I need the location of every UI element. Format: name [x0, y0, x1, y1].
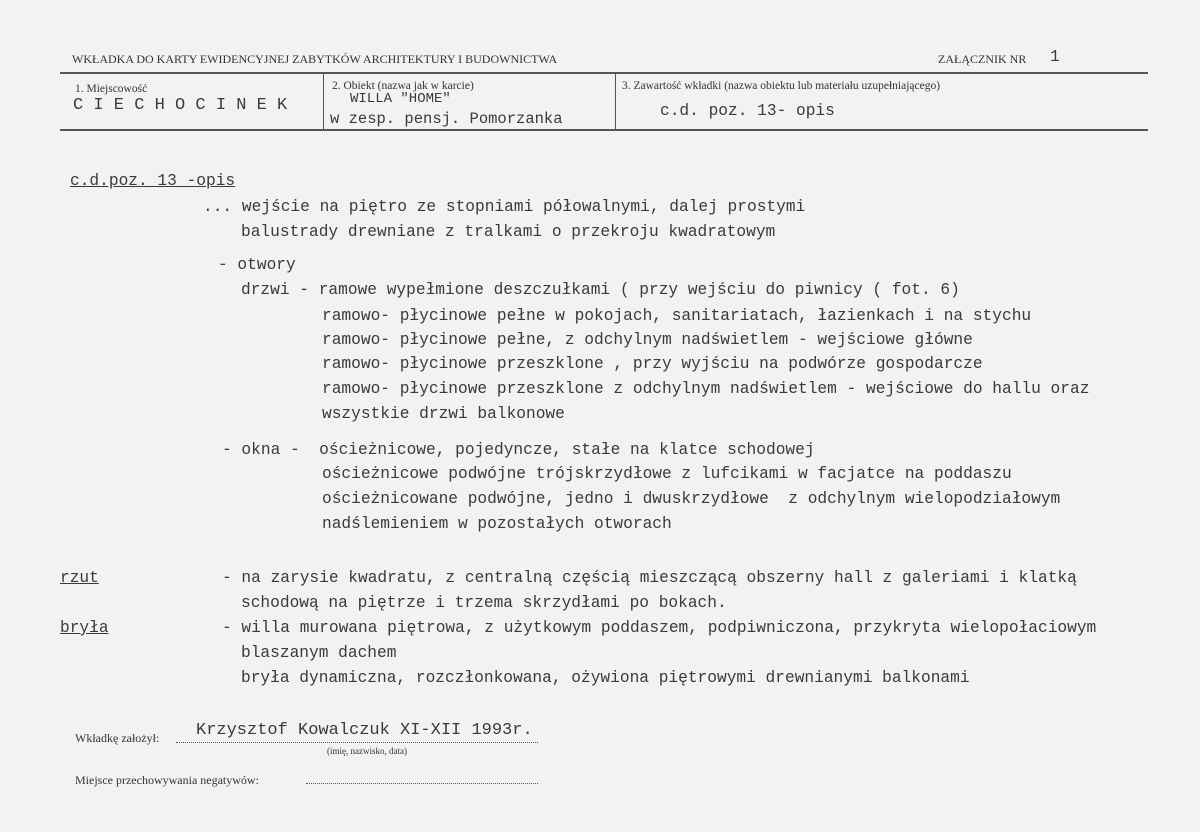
content-value: c.d. poz. 13- opis — [660, 102, 835, 120]
content-label: 3. Zawartość wkładki (nazwa obiektu lub materiału uzupełniającego) — [622, 80, 941, 92]
author-label: Wkładkę założył: — [75, 731, 160, 745]
body-line: ościeżnicowe podwójne trójskrzydłowe z lufcikami w facjatce na poddaszu — [322, 465, 1012, 483]
attachment-number: 1 — [1050, 48, 1060, 66]
bryla-line: blaszanym dachem — [241, 644, 397, 662]
author-value: Krzysztof Kowalczuk XI-XII 1993r. — [196, 721, 533, 740]
body-line: wszystkie drzwi balkonowe — [322, 405, 565, 423]
form-title: WKŁADKA DO KARTY EWIDENCYJNEJ ZABYTKÓW ARCHITEKTURY I BUDOWNICTWA — [72, 52, 558, 66]
body-line: ościeżnicowane podwójne, jedno i dwuskrzydłowe z odchylnym wielopodziałowym — [322, 490, 1061, 508]
attachment-label: ZAŁĄCZNIK NR — [938, 52, 1027, 66]
object-value-line2: w zesp. pensj. Pomorzanka — [330, 110, 563, 128]
body-line: - otwory — [218, 256, 296, 274]
body-line: drzwi - ramowe wypełmione deszczułkami ( przy wejściu do piwnicy ( fot. 6) — [241, 281, 960, 299]
bryla-line: bryła dynamiczna, rozczłonkowana, ożywiona piętrowymi drewnianymi balkonami — [241, 669, 970, 687]
body-line: ramowo- płycinowe pełne, z odchylnym nadświetlem - wejściowe główne — [322, 331, 973, 349]
negatives-line — [306, 783, 538, 784]
body-line: ramowo- płycinowe pełne w pokojach, sanitariatach, łazienkach i na stychu — [322, 307, 1032, 325]
bryla-line: - willa murowana piętrowa, z użytkowym poddaszem, podpiwniczona, przykryta wielopołaciowym — [222, 619, 1097, 637]
negatives-label: Miejsce przechowywania negatywów: — [75, 773, 259, 787]
body-line: ... wejście na piętro ze stopniami półowalnymi, dalej prostymi — [203, 198, 806, 216]
header-bottom-rule — [60, 129, 1148, 131]
bryla-label: bryła — [60, 619, 109, 637]
divider — [323, 74, 324, 129]
author-line — [176, 742, 538, 743]
divider — [615, 74, 616, 129]
body-line: balustrady drewniane z tralkami o przekroju kwadratowym — [241, 223, 776, 241]
object-label: 2. Obiekt (nazwa jak w karcie) — [332, 80, 474, 92]
rzut-label: rzut — [60, 569, 99, 587]
locality-label: 1. Miejscowość — [75, 83, 148, 95]
body-line: nadślemieniem w pozostałych otworach — [322, 515, 672, 533]
author-hint: (imię, nazwisko, data) — [327, 746, 407, 756]
rzut-line: - na zarysie kwadratu, z centralną częścią mieszczącą obszerny hall z galeriami i klatką — [222, 569, 1077, 587]
object-value-line1: WILLA "HOME" — [350, 91, 451, 107]
top-rule — [60, 72, 1148, 74]
rzut-line: schodową na piętrze i trzema skrzydłami po bokach. — [241, 594, 727, 612]
body-line: - okna - ościeżnicowe, pojedyncze, stałe na klatce schodowej — [222, 441, 815, 459]
section-heading: c.d.poz. 13 -opis — [70, 172, 236, 190]
body-line: ramowo- płycinowe przeszklone z odchylnym nadświetlem - wejściowe do hallu oraz — [322, 380, 1090, 398]
body-line: ramowo- płycinowe przeszklone , przy wyjściu na podwórze gospodarcze — [322, 355, 983, 373]
locality-value: C I E C H O C I N E K — [73, 96, 288, 115]
